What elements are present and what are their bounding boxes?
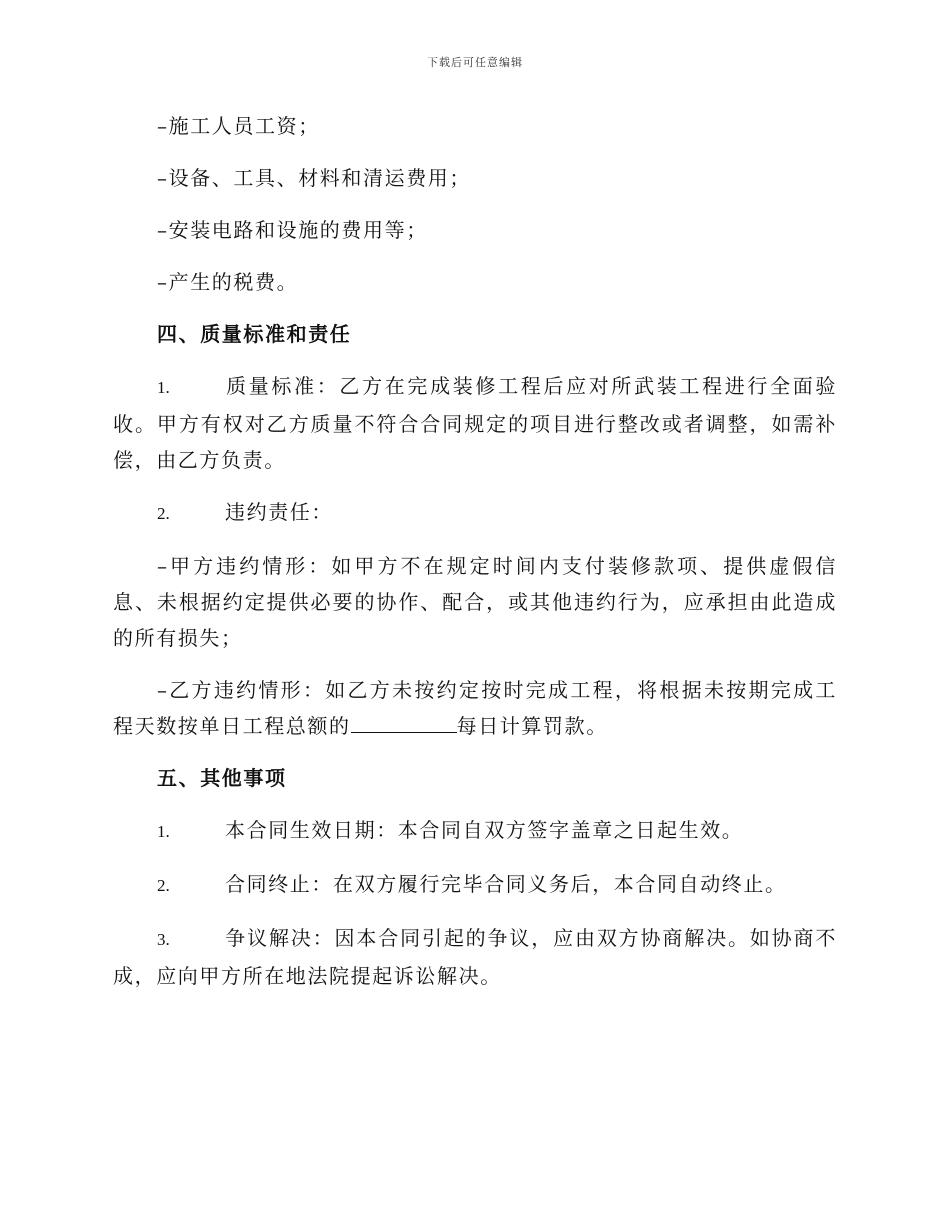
clause-number: 1. <box>157 378 170 397</box>
fill-in-blank[interactable] <box>351 712 457 733</box>
clause-text: 违约责任： <box>225 500 333 524</box>
breach-clause-party-b <box>113 672 837 744</box>
section-heading: 五、其他事项 <box>157 766 287 790</box>
breach-clause-party-a: –甲方违约情形：如甲方不在规定时间内支付装修款项、提供虚假信息、未根据约定提供必要的协作、配合，或其他违约行为，应承担由此造成的所有损失； <box>113 554 837 650</box>
section-heading: 四、质量标准和责任 <box>157 322 352 346</box>
cost-item: –安装电路和设施的费用等； <box>157 218 428 242</box>
page-header: 下载后可任意编辑 <box>427 56 523 69</box>
clause-number: 2. <box>157 876 170 895</box>
numbered-clause <box>113 494 837 532</box>
cost-item: –设备、工具、材料和清运费用； <box>157 166 471 190</box>
clause-text: 质量标准：乙方在完成装修工程后应对所武装工程进行全面验收。甲方有权对乙方质量不符合合同规定的项目进行整改或者调整，如需补偿，由乙方负责。 <box>113 374 837 472</box>
clause-text: 合同终止：在双方履行完毕合同义务后，本合同自动终止。 <box>225 872 787 896</box>
cost-item: –施工人员工资； <box>157 114 320 138</box>
numbered-clause <box>113 920 837 994</box>
clause-number: 1. <box>157 822 170 841</box>
breach-text-after-blank: 每日计算罚款。 <box>456 714 608 738</box>
document-body <box>113 108 837 994</box>
clause-number: 3. <box>157 930 170 949</box>
numbered-clause <box>113 866 837 904</box>
breach-text-before-blank: –乙方违约情形：如乙方未按约定按时完成工程，将根据未按期完成工程天数按单日工程总额的 <box>113 678 837 738</box>
clause-text: 争议解决：因本合同引起的争议，应由双方协商解决。如协商不成，应向甲方所在地法院提起诉讼解决。 <box>113 926 837 988</box>
numbered-clause <box>113 812 837 850</box>
cost-item: –产生的税费。 <box>157 270 299 294</box>
numbered-clause <box>113 368 837 478</box>
clause-number: 2. <box>157 504 170 523</box>
clause-text: 本合同生效日期：本合同自双方签字盖章之日起生效。 <box>225 818 744 842</box>
